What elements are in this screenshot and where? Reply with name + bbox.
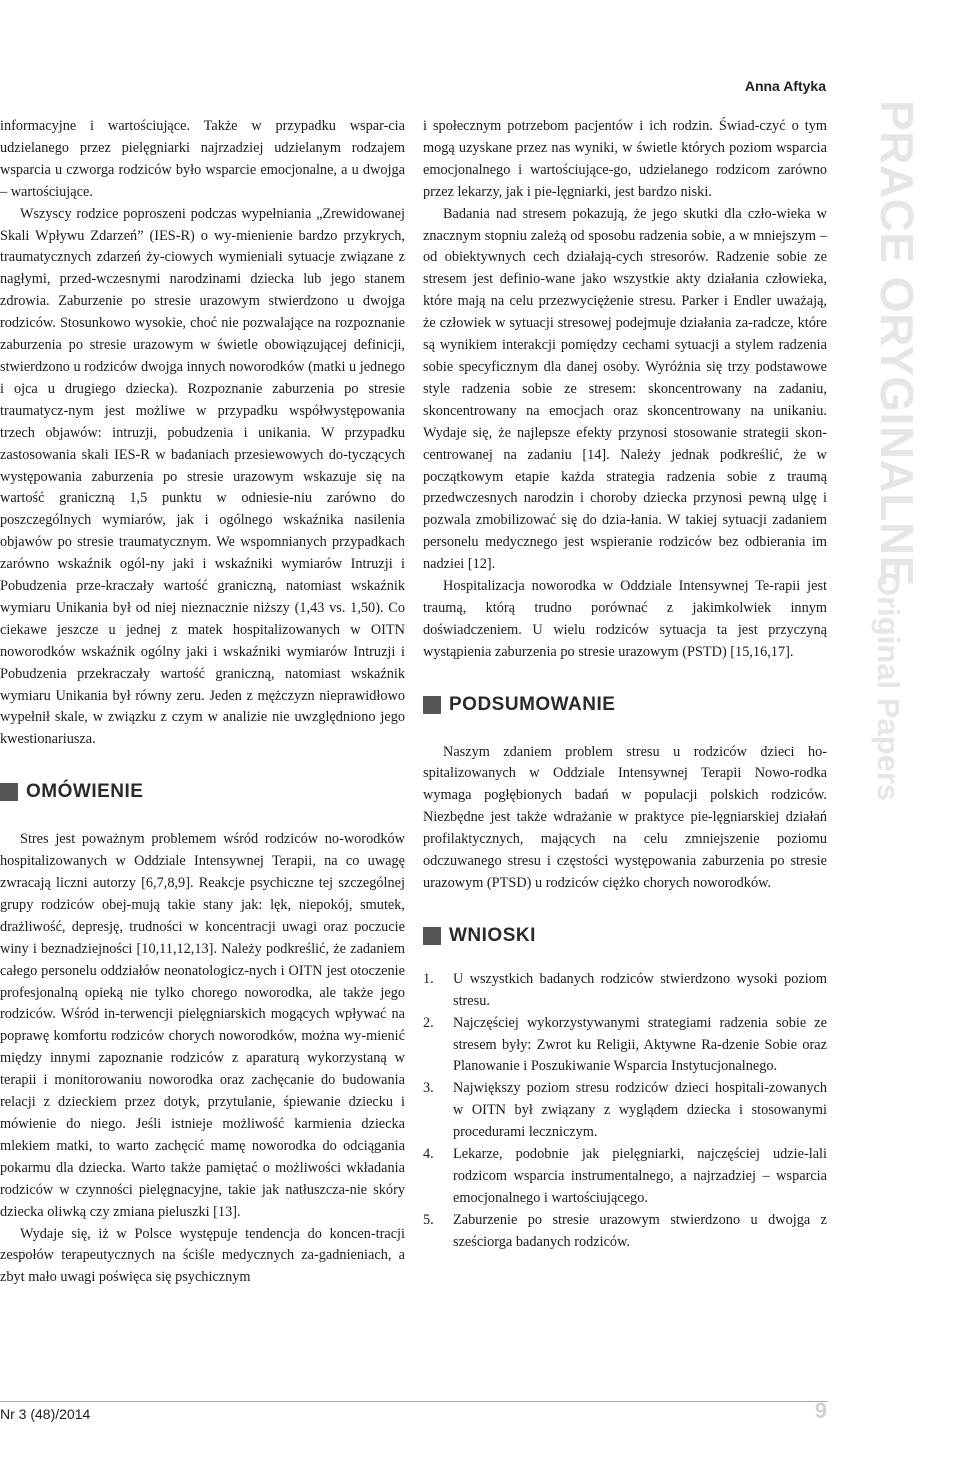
paragraph: i społecznym potrzebom pacjentów i ich rodzin. Świad-czyć o tym mogą uzyskane przez nas wyniki, w świetle których poziom wsparcia emocjonalnego i wartościujące-go, udzielanego rodzicom zarówno przez lekarzy, jak i pie-lęgniarki, jest bardzo niski. [423, 118, 827, 200]
section-heading-podsumowanie [423, 694, 827, 716]
sidebar-title-pl: PRACE ORYGINALNE [871, 100, 923, 587]
heading-marker-icon [423, 927, 441, 945]
sidebar-section-label [868, 100, 960, 1420]
section-heading-omowienie [0, 781, 405, 803]
page-number: 9 [814, 1398, 827, 1423]
section-heading-text: PODSUMOWANIE [449, 693, 616, 715]
conclusions-list [423, 969, 827, 1254]
list-item: 5. Zaburzenie po stresie urazowym stwierdzono u dwojga z sześciorga badanych rodziców. [423, 1211, 827, 1250]
paragraph: Stres jest poważnym problemem wśród rodziców no-worodków hospitalizowanych w Oddziale Intensywnej Terapii, na co uwagę zwracają liczni autorzy [6,7,8,9]. Reakcje psychiczne tej szczególnej grupy rodziców obej-mują takie stany jak: lęk, niepokój, smutek, drażliwość, depresję, trudności w koncentracji uwagi oraz poczucie winy i beznadziejności [10,11,12,13]. Należy podkreślić, że zadaniem całego personelu oddziałów neonatologicz-nych i OITN jest otoczenie profesjonalną opieką nie tylko chorego noworodka, ale także jego rodziców. Wśród in-terwencji pielęgniarskich mogących wpływać na poprawę komfortu rodziców chorych noworodków, można wy-mienić między innymi zapoznanie rodziców z aparaturą wykorzystaną w terapii i monitorowaniu noworodka oraz zachęcanie do budowania relacji z dzieckiem przez dotyk, przytulanie, śpiewanie dziecku i mówienie do niego. Jeśli istnieje możliwość karmienia dziecka mlekiem matki, to warto zachęcić mamę noworodka do odciągania pokarmu dla dziecka. Warto także pamiętać o możliwości wkładania rodziców w czynności pielęgnacyjne, takie jak natłuszcza-nie skóry dziecka oliwką czy zmiana pieluszki [13]. [0, 831, 405, 1220]
paragraph: Wszyscy rodzice poproszeni podczas wypełniania „Zrewidowanej Skali Wpływu Zdarzeń” (IES-R) o wy-mienienie bardzo przykrych, traumatycznych zdarzeń ży-ciowych wymieniali sytuacje związane z nagłymi, przed-wczesnymi narodzinami dziecka lub jego stanem zdrowia. Zaburzenie po stresie urazowym stwierdzono u dwojga rodziców. Stosunkowo wysokie, choć nie pozwalające na rozpoznanie zaburzenia po stresie urazowym w świetle obowiązującej definicji, stwierdzono u rodziców dwojga innych noworodków (matki u jednego i ojca u drugiego dziecka). Rozpoznanie zaburzenia po stresie traumatycz-nym jest możliwe w przypadku współwystępowania trzech objawów: intruzji, pobudzenia i unikania. W przypadku zastosowania skali IES-R w badaniach przesiewowych do-tyczących występowania zaburzenia po stresie urazowym wskazuje się na wartość graniczną 1,5 punktu w odniesie-niu zarówno do poszczególnych wymiarów, jak i ogólnego wskaźnika nasilenia objawów po stresie traumatycznym. We wspomnianych przypadkach zarówno wskaźnik ogól-ny jaki i wskaźniki wymiarów Intruzji i Pobudzenia prze-kraczały wartość graniczną, natomiast wskaźnik wymiaru Unikania był od niej nieznacznie niższy (1,43 vs. 1,50). Co ciekawe jeszcze u jednej z matek hospitalizowanych w OITN noworodków wskaźnik ogólny jaki i wskaźniki wymiarów Intruzji i Pobudzenia przekraczały wartość graniczną, natomiast wskaźnik wymiaru Unikania był równy zeru. Jeden z mężczyzn nieprawidłowo wypełnił skale, w związku z czym w analizie nie uwzględniono jego kwestionariusza. [0, 205, 405, 748]
running-header-author: Anna Aftyka [744, 78, 826, 94]
list-item: 2. Najczęściej wykorzystywanymi strategiami radzenia sobie ze stresem były: Zwrot ku Religii, Aktywne Ra-dzenie Sobie oraz Planowanie i Poszukiwanie Wsparcia Instytucjonalnego. [423, 1014, 827, 1075]
left-column [0, 116, 405, 1289]
section-heading-text: OMÓWIENIE [26, 781, 144, 803]
paragraph: Naszym zdaniem problem stresu u rodziców dzieci ho-spitalizowanych w Oddziale Intensywnej Terapii Nowo-rodka wymaga pogłębionych badań w populacji polskich rodziców. Niezbędne jest także wdrażanie w praktyce pie-lęgniarskiej działań profilaktycznych, mających na celu zmniejszenie poziomu odczuwanego stresu i częstości występowania zaburzenia po stresie urazowym (PTSD) u rodziców ciężko chorych noworodków. [423, 743, 827, 891]
paragraph: Badania nad stresem pokazują, że jego skutki dla czło-wieka w znacznym stopniu zależą od sposobu radzenia sobie, a w mniejszym – od obiektywnych cech działają-cych stresorów. Radzenie sobie ze stresem jest definio-wane jako wszystkie akty działania człowieka, które mają na celu przezwyciężenie stresu. Parker i Endler uważają, że człowiek w sytuacji stresowej podejmuje działania za-radcze, które są wynikiem interakcji pomiędzy cechami sytuacji a stylem radzenia sobie specyficznym dla danej osoby. Wyróżnia się trzy podstawowe style radzenia sobie ze stresem: skoncentrowany na zadaniu, skoncentrowany na emocjach oraz skoncentrowany na unikaniu. Wydaje się, że najlepsze efekty przynosi stosowanie strategii skon-centrowanej na zadaniu [14]. Należy jednak podkreślić, że w początkowym etapie każda strategia radzenia sobie z traumą przedwczesnych narodzin i choroby dziecka przynosi pewną ulgę i pozwala zmobilizować się do dzia-łania. W takiej sytuacji zadaniem personelu medycznego jest wspieranie rodziców bez odbierania im nadziei [12]. [423, 205, 827, 573]
list-item: 3. Największy poziom stresu rodziców dzieci hospitali-zowanych w OITN był związany z wyglądem dziecka i stosowanymi procedurami leczniczym. [423, 1080, 827, 1141]
paragraph: Wydaje się, iż w Polsce występuje tendencja do koncen-tracji zespołów terapeutycznych na ściśle medycznych za-gadnieniach, a zbyt mało uwagi poświęca się psychicznym [0, 1225, 405, 1286]
sidebar-title-en: Original Papers [871, 572, 906, 802]
section-heading-wnioski [423, 925, 827, 947]
list-item: 1. U wszystkich badanych rodziców stwierdzono wysoki poziom stresu. [423, 970, 827, 1009]
right-column [423, 116, 827, 1254]
list-item: 4. Lekarze, podobnie jak pielęgniarki, najczęściej udzie-lali rodzicom wsparcia instrumentalnego, a najrzadziej – wsparcia emocjonalnego i wartościującego. [423, 1146, 827, 1206]
section-heading-text: WNIOSKI [449, 924, 536, 946]
heading-marker-icon [423, 696, 441, 714]
paragraph: Hospitalizacja noworodka w Oddziale Intensywnej Te-rapii jest traumą, którą trudno porównać z jakimkolwiek innym doświadczeniem. U wielu rodziców sytuacja ta jest przyczyną wystąpienia zaburzenia po stresie urazowym (PSTD) [15,16,17]. [423, 578, 827, 660]
footer-issue: Nr 3 (48)/2014 [0, 1406, 91, 1422]
paragraph: informacyjne i wartościujące. Także w przypadku wspar-cia udzielanego przez pielęgniarki najrzadziej udzielanym rodzajem wsparcia u czworga rodziców było wsparcie emocjonalne, a u dwojga – wartościujące. [0, 118, 405, 200]
heading-marker-icon [0, 783, 18, 801]
footer-divider [0, 1401, 828, 1402]
